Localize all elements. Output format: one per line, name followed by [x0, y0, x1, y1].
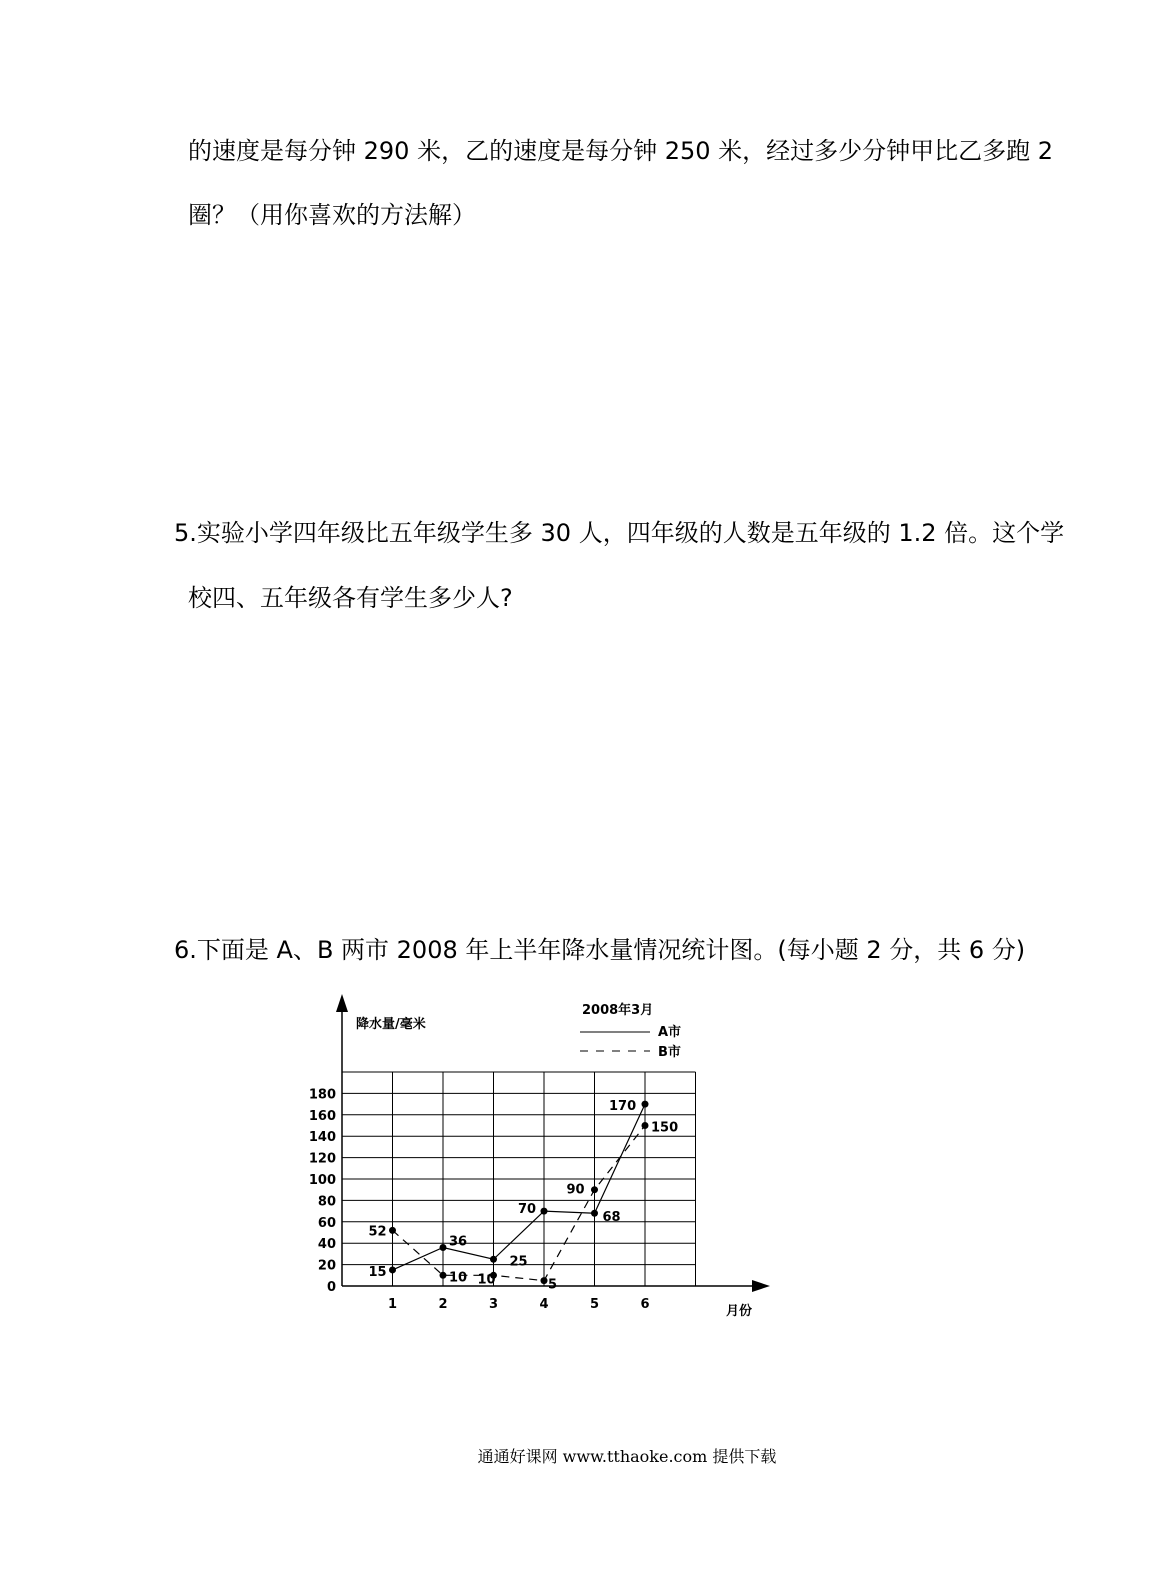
data-point-a: [591, 1210, 598, 1217]
y-tick-label: 100: [308, 1173, 336, 1188]
data-label: 10: [477, 1272, 496, 1288]
data-point-b: [591, 1186, 598, 1193]
y-tick-label: 20: [317, 1258, 336, 1274]
data-label: 15: [368, 1264, 387, 1280]
data-point-b: [440, 1272, 447, 1279]
data-label: 150: [651, 1120, 679, 1136]
y-axis-label: 降水量/毫米: [356, 1017, 426, 1032]
y-axis-arrow: [336, 994, 348, 1012]
x-tick-label: 2: [438, 1297, 448, 1312]
x-tick-label: 3: [488, 1297, 499, 1312]
x-tick-label: 5: [589, 1297, 600, 1312]
footer: 通通好课网 www.tthaoke.com 提供下载: [477, 1447, 777, 1466]
data-point-a: [541, 1208, 548, 1215]
data-point-a: [490, 1256, 497, 1263]
y-tick-label: 0: [326, 1280, 336, 1295]
y-tick-label: 140: [308, 1130, 336, 1146]
y-tick-label: 160: [308, 1108, 336, 1124]
y-tick-label: 40: [317, 1237, 336, 1253]
data-label: 68: [602, 1210, 621, 1226]
data-label: 52: [368, 1224, 387, 1240]
y-tick-label: 120: [308, 1151, 336, 1167]
series-line-a: [393, 1104, 646, 1270]
question-4-text-line1: 的速度是每分钟 290 米，乙的速度是每分钟 250 米，经过多少分钟甲比乙多跑 2: [188, 137, 1054, 165]
data-point-a: [389, 1266, 396, 1273]
y-tick-label: 180: [308, 1087, 336, 1103]
x-tick-label: 1: [387, 1297, 398, 1312]
x-tick-label: 4: [539, 1297, 549, 1312]
x-axis-arrow: [752, 1280, 770, 1292]
data-label: 170: [609, 1099, 637, 1115]
question-5-text-line2: 校四、五年级各有学生多少人?: [188, 584, 513, 612]
data-point-b: [389, 1227, 396, 1234]
data-point-b: [642, 1122, 649, 1129]
y-tick-label: 60: [317, 1215, 336, 1231]
legend: [580, 1024, 681, 1060]
question-4-text-line2: 圈？（用你喜欢的方法解）: [188, 201, 476, 229]
legend-label-a: A市: [658, 1025, 682, 1040]
data-point-b: [541, 1277, 548, 1284]
x-axis-label: 月份: [726, 1304, 753, 1319]
data-label: 90: [566, 1182, 585, 1198]
rainfall-line-chart: [290, 990, 790, 1330]
question-6-text: 6.下面是 A、B 两市 2008 年上半年降水量情况统计图。(每小题 2 分，共 6 分): [174, 936, 1026, 964]
data-point-a: [642, 1101, 649, 1108]
legend-label-b: B市: [658, 1045, 681, 1060]
question-5-text-line1: 5.实验小学四年级比五年级学生多 30 人，四年级的人数是五年级的 1.2 倍。这个学: [174, 519, 1065, 547]
data-label: 25: [509, 1254, 528, 1270]
y-tick-label: 80: [317, 1194, 336, 1210]
data-label: 70: [518, 1202, 537, 1218]
data-label: 36: [449, 1234, 468, 1250]
data-label: 10: [449, 1270, 468, 1286]
chart-title: 2008年3月: [582, 1003, 654, 1018]
data-label: 5: [548, 1277, 558, 1293]
data-point-a: [440, 1244, 447, 1251]
x-tick-label: 6: [640, 1297, 650, 1312]
